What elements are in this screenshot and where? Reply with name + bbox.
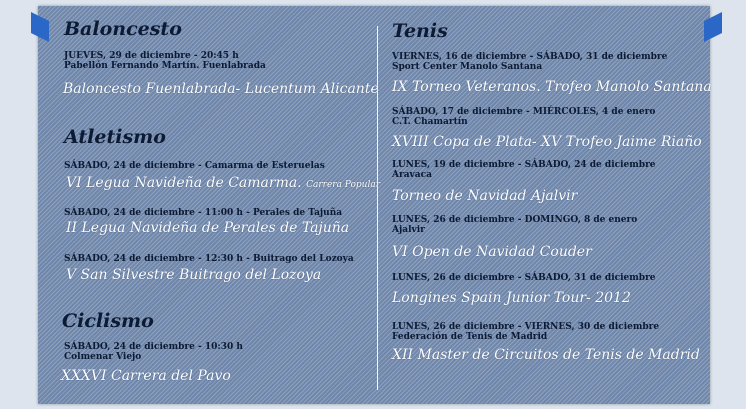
event-venue: Colmenar Viejo <box>64 352 142 362</box>
section-heading-ciclismo: Ciclismo <box>62 310 154 332</box>
event-title[interactable]: Baloncesto Fuenlabrada- Lucentum Alicante <box>63 81 379 97</box>
event-meta <box>392 107 655 127</box>
event-title-text: VI Legua Navideña de Camarma. <box>66 175 302 191</box>
event-venue: Aravaca <box>392 170 432 180</box>
event-title[interactable]: XVIII Copa de Plata- XV Trofeo Jaime Riaño <box>392 134 702 150</box>
event-title[interactable]: II Legua Navideña de Perales de Tajuña <box>66 220 350 236</box>
event-title[interactable]: V San Silvestre Buitrago del Lozoya <box>66 267 322 283</box>
section-heading-tenis: Tenis <box>392 20 448 42</box>
section-heading-baloncesto: Baloncesto <box>64 18 182 40</box>
event-title[interactable]: VI Open de Navidad Couder <box>392 244 592 260</box>
event-title[interactable]: IX Torneo Veteranos. Trofeo Manolo Santana <box>392 79 712 95</box>
event-date: LUNES, 19 de diciembre - SÁBADO, 24 de diciembre <box>392 160 656 170</box>
event-venue: Federación de Tenis de Madrid <box>392 332 548 342</box>
event-venue: Pabellón Fernando Martín. Fuenlabrada <box>64 61 266 71</box>
event-title[interactable]: Torneo de Navidad Ajalvir <box>392 188 578 204</box>
event-date: LUNES, 26 de diciembre - VIERNES, 30 de diciembre <box>392 322 660 332</box>
event-meta: SÁBADO, 24 de diciembre - 12:30 h - Buitrago del Lozoya <box>64 254 354 264</box>
event-date: LUNES, 26 de diciembre - DOMINGO, 8 de enero <box>392 215 638 225</box>
event-date: VIERNES, 16 de diciembre - SÁBADO, 31 de diciembre <box>392 52 668 62</box>
event-meta <box>64 342 243 362</box>
event-date: JUEVES, 29 de diciembre - 20:45 h <box>64 51 239 61</box>
event-meta: SÁBADO, 24 de diciembre - Camarma de Esteruelas <box>64 161 325 171</box>
event-title[interactable] <box>66 175 380 191</box>
event-meta <box>392 52 667 72</box>
event-venue: Ajalvir <box>392 225 425 235</box>
event-venue: C.T. Chamartín <box>392 117 468 127</box>
event-title[interactable]: XII Master de Circuitos de Tenis de Madrid <box>392 347 700 363</box>
event-tag: Carrera Popular <box>306 180 381 190</box>
event-meta <box>64 51 266 71</box>
event-meta: SÁBADO, 24 de diciembre - 11:00 h - Perales de Tajuña <box>64 208 343 218</box>
event-meta <box>392 160 656 180</box>
event-title[interactable]: Longines Spain Junior Tour- 2012 <box>392 290 631 306</box>
event-title[interactable]: XXXVI Carrera del Pavo <box>61 368 231 384</box>
event-meta <box>392 322 659 342</box>
event-date: SÁBADO, 24 de diciembre - 10:30 h <box>64 342 243 352</box>
event-meta <box>392 215 637 235</box>
event-venue: Sport Center Manolo Santana <box>392 62 543 72</box>
event-meta: LUNES, 26 de diciembre - SÁBADO, 31 de diciembre <box>392 273 656 283</box>
section-heading-atletismo: Atletismo <box>64 126 166 148</box>
event-date: SÁBADO, 17 de diciembre - MIÉRCOLES, 4 de enero <box>392 107 656 117</box>
